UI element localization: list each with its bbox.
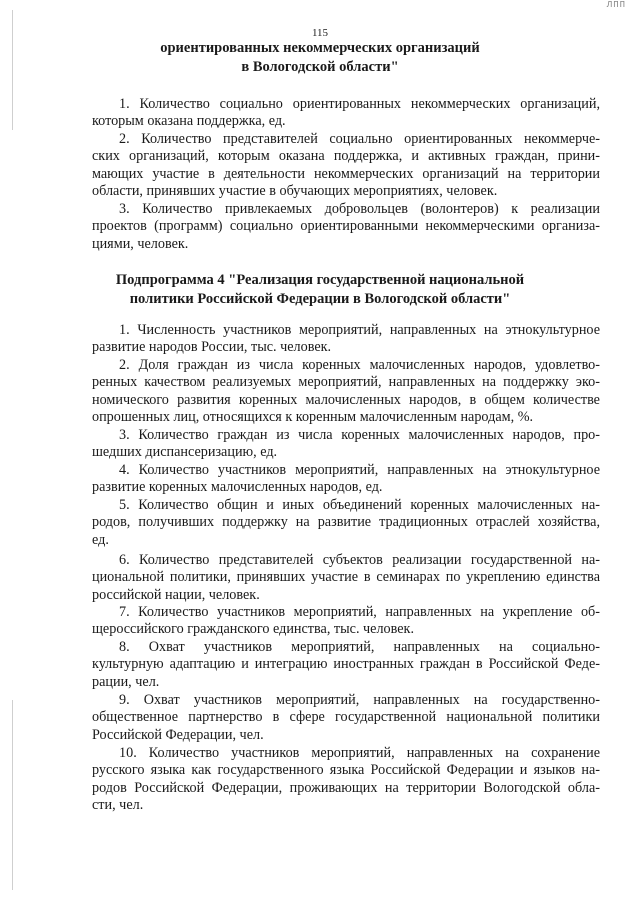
text-line: щероссийского гражданского единства, тыс. человек. bbox=[92, 621, 414, 638]
section-2-item-10 bbox=[92, 745, 600, 815]
text-line: 1. Численность участников мероприятий, направленных на этнокультурное bbox=[119, 322, 600, 338]
section-2-item-5 bbox=[92, 497, 600, 549]
text-line: ренных качеством реализуемых мероприятий, направленных на поддержку эко- bbox=[92, 374, 600, 391]
text-line: 2. Количество представителей социально ориентированных некоммерче- bbox=[119, 131, 600, 147]
section-2-item-1 bbox=[92, 322, 600, 357]
text-line: 1. Количество социально ориентированных некоммерческих организаций, bbox=[119, 96, 600, 112]
text-line: 9. Охват участников мероприятий, направленных на государственно- bbox=[119, 692, 600, 708]
section-2-item-4 bbox=[92, 462, 600, 497]
text-line: родов, получивших поддержку на развитие традиционных отраслей хозяйства, bbox=[92, 514, 600, 531]
text-line: русского языка как государственного языка Российской Федерации и языков на- bbox=[92, 762, 600, 779]
heading-line: Подпрограмма 4 "Реализация государственной национальной bbox=[115, 272, 525, 288]
heading-line: политики Российской Федерации в Вологодской области" bbox=[129, 291, 511, 307]
text-line: 3. Количество привлекаемых добровольцев (волонтеров) к реализации bbox=[119, 201, 600, 217]
section-2-item-9 bbox=[92, 692, 600, 744]
text-line: проектов (программ) социально ориентированными некоммерческими организа- bbox=[92, 218, 600, 235]
section-1-item-2 bbox=[92, 131, 600, 201]
text-line: Российской Федерации, чел. bbox=[92, 726, 264, 743]
text-line: культурную адаптацию и интеграцию иностранных граждан в Российской Феде- bbox=[92, 656, 600, 673]
text-line: ских организаций, которым оказана поддержка, и активных граждан, прини- bbox=[92, 148, 600, 165]
text-line: развитие коренных малочисленных народов, ед. bbox=[92, 479, 383, 496]
corner-mark: ЛПП bbox=[606, 0, 626, 10]
text-line: области, принявших участие в обучающих мероприятиях, человек. bbox=[92, 183, 498, 200]
text-line: российской нации, человек. bbox=[92, 586, 260, 603]
heading-line: ориентированных некоммерческих организаций bbox=[160, 40, 480, 56]
text-line: 6. Количество представителей субъектов реализации государственной на- bbox=[119, 552, 600, 568]
section-1-item-1 bbox=[92, 96, 600, 131]
text-line: 4. Количество участников мероприятий, направленных на этнокультурное bbox=[119, 462, 600, 478]
text-line: 8. Охват участников мероприятий, направленных на социально- bbox=[119, 639, 600, 655]
page-number: 115 bbox=[311, 27, 329, 39]
text-line: мающих участие в деятельности некоммерческих организаций на территории bbox=[92, 165, 600, 182]
text-line: 3. Количество граждан из числа коренных малочисленных народов, про- bbox=[119, 427, 600, 443]
text-line: которым оказана поддержка, ед. bbox=[92, 113, 286, 130]
text-line: циональной политики, принявших участие в семинарах по укреплению единства bbox=[92, 569, 600, 586]
section-1-heading bbox=[0, 39, 640, 77]
text-line: сти, чел. bbox=[92, 797, 144, 814]
text-line: опрошенных лиц, относящихся к коренным малочисленным народам, %. bbox=[92, 409, 534, 426]
text-line: рации, чел. bbox=[92, 673, 160, 690]
text-line: циями, человек. bbox=[92, 235, 189, 252]
section-2-item-6 bbox=[92, 552, 600, 604]
text-line: развитие народов России, тыс. человек. bbox=[92, 339, 332, 356]
text-line: 5. Количество общин и иных объединений коренных малочисленных на- bbox=[119, 497, 600, 513]
text-line: ед. bbox=[92, 531, 109, 548]
text-line: родов Российской Федерации, проживающих на территории Вологодской обла- bbox=[92, 779, 600, 796]
text-line: номического развития коренных малочисленных народов, в общем количестве bbox=[92, 391, 600, 408]
section-2-item-2 bbox=[92, 357, 600, 427]
section-1-item-3 bbox=[92, 201, 600, 253]
section-2-item-8 bbox=[92, 639, 600, 691]
section-2-item-3 bbox=[92, 427, 600, 462]
section-2-item-7 bbox=[92, 604, 600, 639]
heading-line: в Вологодской области" bbox=[241, 59, 399, 75]
text-line: 7. Количество участников мероприятий, направленных на укрепление об- bbox=[119, 604, 600, 620]
text-line: общественное партнерство в сфере государственной национальной политики bbox=[92, 709, 600, 726]
text-line: 2. Доля граждан из числа коренных малочисленных народов, удовлетво- bbox=[119, 357, 600, 373]
section-2-heading bbox=[0, 271, 640, 309]
scan-edge-line bbox=[12, 700, 13, 890]
text-line: шедших диспансеризацию, ед. bbox=[92, 444, 278, 461]
text-line: 10. Количество участников мероприятий, направленных на сохранение bbox=[119, 745, 600, 761]
